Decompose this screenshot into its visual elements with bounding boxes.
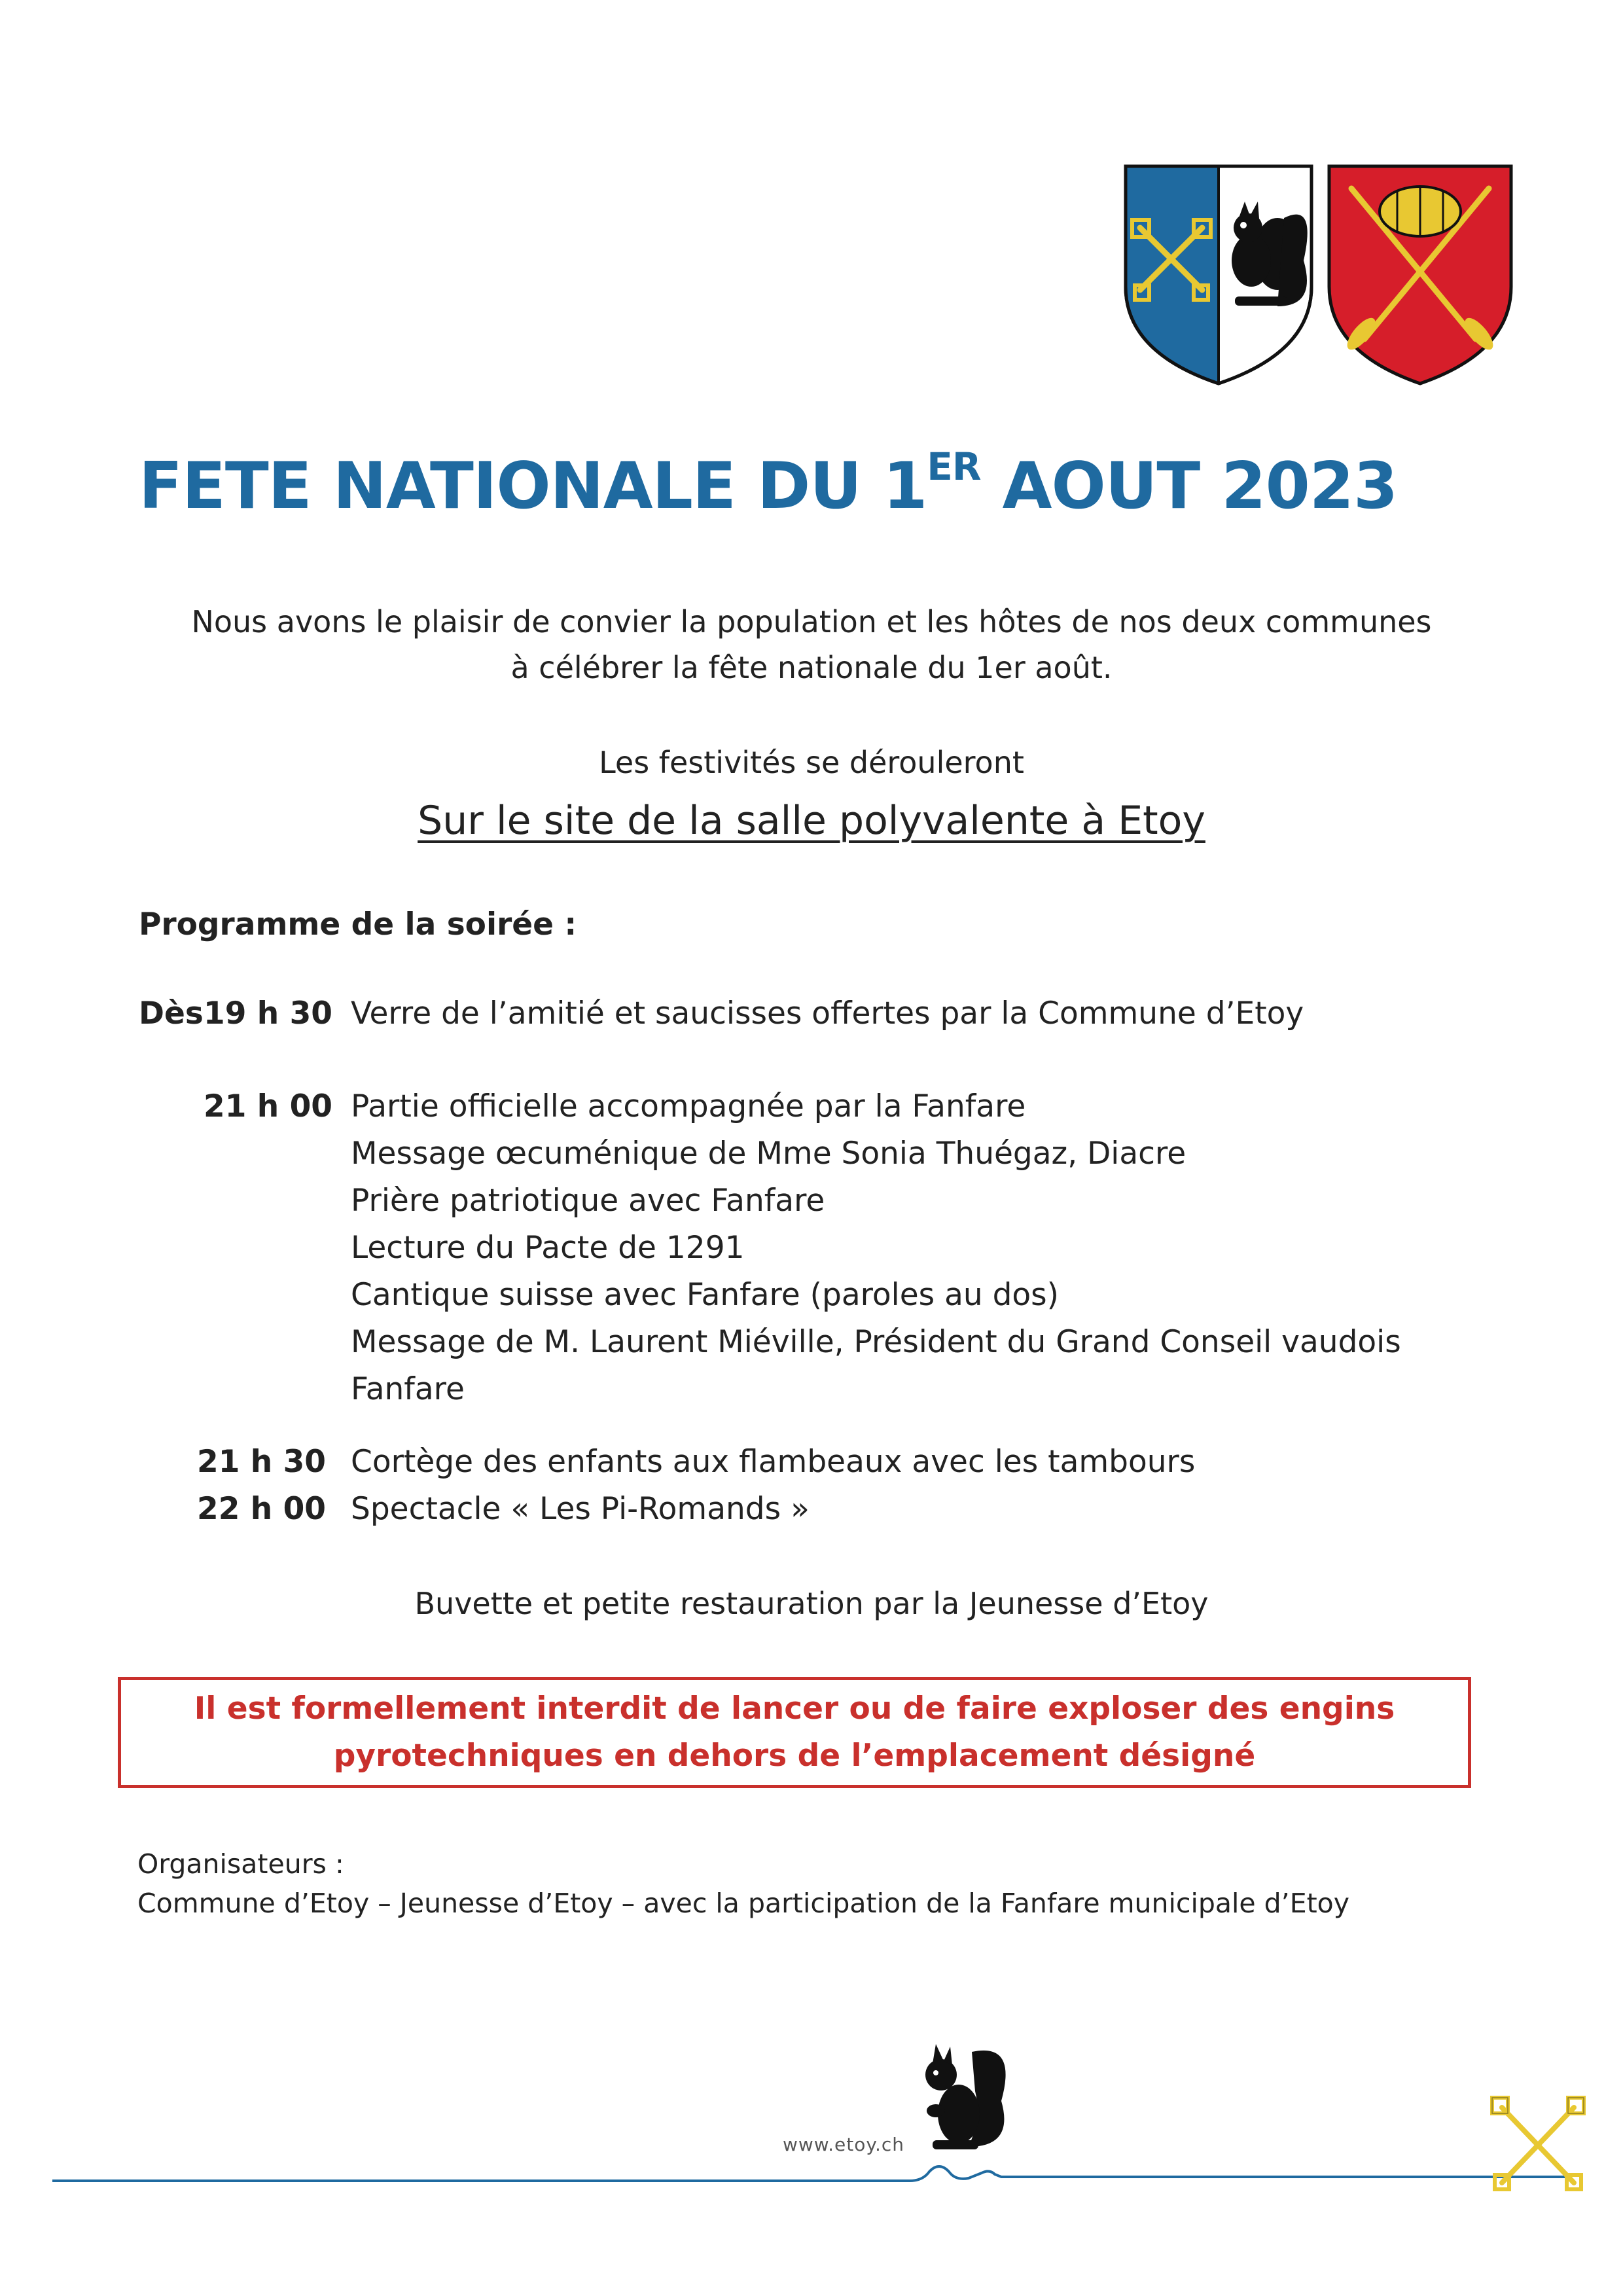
warning-line-2: pyrotechniques en dehors de l’emplacement désigné xyxy=(333,1738,1256,1774)
programme-activity: Message œcuménique de Mme Sonia Thuégaz, Diacre xyxy=(351,1136,1186,1172)
organisers-text: Commune d’Etoy – Jeunesse d’Etoy – avec la participation de la Fanfare municipale d’Etoy xyxy=(137,1888,1350,1919)
warning-box xyxy=(118,1677,1471,1788)
page-title xyxy=(139,444,1513,524)
footer-line xyxy=(52,2160,1571,2186)
venue-line xyxy=(131,793,1492,848)
programme-time: 19 h 30 xyxy=(204,996,332,1031)
intro-line-2: à célébrer la fête nationale du 1er août. xyxy=(510,650,1113,685)
squirrel-icon xyxy=(910,2039,1014,2153)
programme-time: 22 h 00 xyxy=(197,1491,326,1527)
festivities-line: Les festivités se dérouleront xyxy=(599,745,1024,780)
second-commune-coat-of-arms-icon xyxy=(1325,162,1515,388)
title-main: FETE NATIONALE DU 1 xyxy=(139,449,927,524)
programme-activity: Lecture du Pacte de 1291 xyxy=(351,1230,745,1266)
programme-activity: Spectacle « Les Pi-Romands » xyxy=(351,1491,810,1527)
title-end: AOUT 2023 xyxy=(980,449,1398,524)
venue-text: Sur le site de la salle polyvalente à Etoy xyxy=(418,798,1205,844)
programme-time: 21 h 30 xyxy=(197,1444,326,1480)
programme-activity: Fanfare xyxy=(351,1371,465,1407)
programme-activity: Prière patriotique avec Fanfare xyxy=(351,1183,825,1219)
intro-paragraph xyxy=(131,599,1492,691)
programme-activity: Partie officielle accompagnée par la Fanfare xyxy=(351,1088,1026,1124)
warning-line-1: Il est formellement interdit de lancer ou de faire exploser des engins xyxy=(194,1691,1395,1727)
intro-line-1: Nous avons le plaisir de convier la population et les hôtes de nos deux communes xyxy=(191,604,1432,639)
programme-activity: Cortège des enfants aux flambeaux avec les tambours xyxy=(351,1444,1196,1480)
buvette-note: Buvette et petite restauration par la Jeunesse d’Etoy xyxy=(414,1586,1209,1621)
programme-activity: Verre de l’amitié et saucisses offertes par la Commune d’Etoy xyxy=(351,996,1304,1031)
programme-activity: Message de M. Laurent Miéville, Président du Grand Conseil vaudois xyxy=(351,1324,1401,1360)
programme-prefix: Dès xyxy=(139,996,204,1031)
organisers-label: Organisateurs : xyxy=(137,1848,344,1880)
website-link[interactable]: www.etoy.ch xyxy=(783,2134,904,2155)
title-superscript: ER xyxy=(927,444,981,489)
programme-time: 21 h 00 xyxy=(204,1088,332,1124)
programme-activity: Cantique suisse avec Fanfare (paroles au dos) xyxy=(351,1277,1060,1313)
etoy-coat-of-arms-icon xyxy=(1120,162,1317,388)
crossed-keys-icon xyxy=(1486,2091,1590,2199)
programme-heading: Programme de la soirée : xyxy=(139,906,577,942)
